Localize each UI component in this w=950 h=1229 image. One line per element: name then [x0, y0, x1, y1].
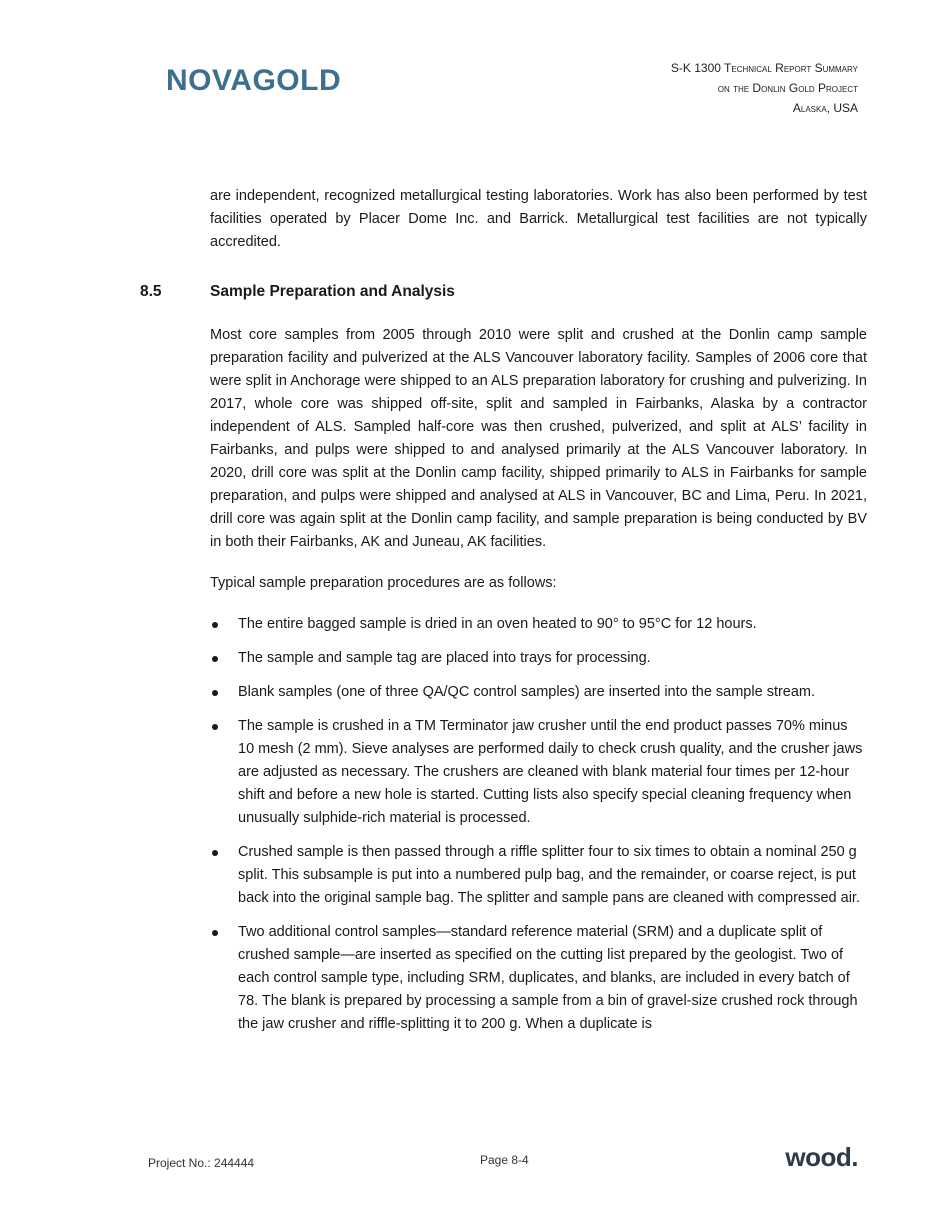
project-number: Project No.: 244444 — [148, 1156, 255, 1170]
list-item-text: The sample and sample tag are placed into trays for processing. — [238, 650, 651, 666]
intro-paragraph: are independent, recognized metallurgical testing laboratories. Work has also been performed by test facilities operated by Placer Dome Inc. and Barrick. Metallurgical test facilities are not typically accredited. — [210, 188, 867, 250]
list-item-text: Blank samples (one of three QA/QC control samples) are inserted into the sample stream. — [238, 684, 816, 700]
report-header — [671, 58, 858, 118]
paragraph-1: Most core samples from 2005 through 2010 were split and crushed at the Donlin camp sample preparation facility and pulverized at the ALS Vancouver laboratory facility. Samples of 2006 core that were split in Anchorage were shipped to an ALS preparation laboratory for crushing and pulverizing. In 2017, whole core was shipped off-site, split and sampled in Fairbanks, Alaska by a contractor independent of ALS. Sampled half-core was then crushed, pulverized, and split at ALS’ facility in Fairbanks, and pulps were shipped to and analysed primarily at the ALS Vancouver laboratory. In 2020, drill core was split at the Donlin camp facility, shipped primarily to ALS in Fairbanks for sample preparation, and pulps were shipped and analysed at ALS in Vancouver, BC and Lima, Peru. In 2021, drill core was again split at the Donlin camp facility, and sample preparation is being conducted by BV in both their Fairbanks, AK and Juneau, AK facilities. — [210, 327, 867, 550]
list-item-text: Crushed sample is then passed through a riffle splitter four to six times to obtain a nominal 250 g split. This subsample is put into a numbered pulp bag, and the remainder, or coarse reject, is put back into the original sample bag. The splitter and sample pans are cleaned with compressed air. — [238, 844, 860, 906]
list-item — [210, 647, 867, 670]
bullet-icon — [212, 622, 218, 628]
list-item-text: The entire bagged sample is dried in an oven heated to 90° to 95°C for 12 hours. — [238, 616, 757, 632]
logo-text: NOVAGOLD — [166, 64, 342, 97]
list-item — [210, 921, 867, 1036]
list-item-text: Two additional control samples—standard reference material (SRM) and a duplicate split of crushed sample—are inserted as specified on the cutting list prepared by the geologist. Two of each control sample type, including SRM, duplicates, and blanks, are included in every batch of 78. The blank is prepared by processing a sample from a bin of gravel-size crushed rock through the jaw crusher and riffle-splitting it to 200 g. When a duplicate is — [238, 924, 858, 1032]
report-title-line3: Alaska, USA — [792, 101, 858, 115]
section-body — [210, 324, 867, 1047]
bullet-icon — [212, 690, 218, 696]
procedure-list — [210, 613, 867, 1036]
paragraph-2: Typical sample preparation procedures are as follows: — [210, 575, 557, 591]
wood-logo: wood. — [785, 1142, 858, 1172]
report-title-line2: on the Donlin Gold Project — [717, 81, 858, 95]
bullet-icon — [212, 930, 218, 936]
novagold-logo — [166, 64, 341, 98]
bullet-icon — [212, 656, 218, 662]
bullet-icon — [212, 850, 218, 856]
list-item — [210, 715, 867, 830]
page-number: Page 8-4 — [480, 1153, 529, 1167]
list-item — [210, 841, 867, 910]
list-item — [210, 613, 867, 636]
bullet-icon — [212, 724, 218, 730]
section-heading — [140, 283, 455, 301]
list-item — [210, 681, 867, 704]
section-number: 8.5 — [140, 283, 162, 300]
document-body — [210, 185, 867, 272]
section-title: Sample Preparation and Analysis — [210, 283, 455, 300]
list-item-text: The sample is crushed in a TM Terminator jaw crusher until the end product passes 70% minus 10 mesh (2 mm). Sieve analyses are performed daily to check crush quality, and the crusher jaws are adjusted as necessary. The crushers are cleaned with blank material four times per 12-hour shift and before a new hole is started. Cutting lists also specify special cleaning frequency when unusually sulphide-rich material is processed. — [238, 718, 863, 826]
report-title-line1: S-K 1300 Technical Report Summary — [670, 61, 858, 75]
